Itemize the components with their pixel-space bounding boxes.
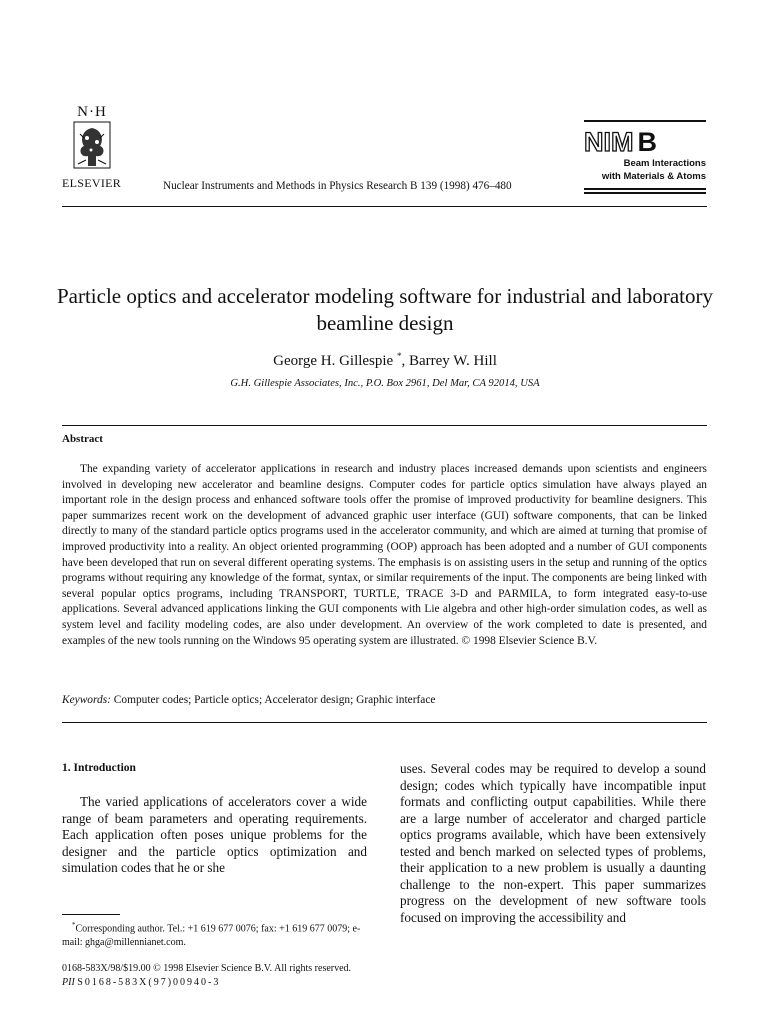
affiliation: G.H. Gillespie Associates, Inc., P.O. Box 2961, Del Mar, CA 92014, USA bbox=[230, 378, 540, 389]
logo-subtitle-1: Beam Interactions bbox=[623, 158, 706, 169]
elsevier-tree-icon bbox=[72, 120, 112, 172]
section-heading: 1. Introduction bbox=[62, 762, 136, 774]
authors bbox=[40, 351, 730, 370]
elsevier-logo bbox=[62, 104, 126, 191]
logo-subtitle-2: with Materials & Atoms bbox=[601, 171, 706, 182]
pii-code: S0168-583X(97)00940-3 bbox=[77, 977, 221, 988]
footer bbox=[62, 962, 351, 990]
author-mark: * bbox=[396, 351, 402, 361]
pii-line bbox=[62, 976, 351, 990]
publisher-mark: N·H bbox=[77, 104, 107, 120]
logo-rule-bottom bbox=[584, 188, 706, 190]
author-2: , Barrey W. Hill bbox=[401, 353, 497, 369]
abstract-top-rule bbox=[62, 425, 707, 426]
footnote-mark: * bbox=[72, 921, 76, 929]
abstract-bottom-rule bbox=[62, 722, 707, 723]
footnote bbox=[62, 918, 368, 950]
abstract-heading: Abstract bbox=[62, 433, 103, 445]
author-1: George H. Gillespie bbox=[273, 353, 394, 369]
logo-bottom-rules bbox=[584, 188, 706, 194]
abstract-body: The expanding variety of accelerator applications in research and industry places increased demands upon scientists and engineers involved in developing new accelerator and beamline designs. Computer codes for particle optics simulation have always played an important role in the design process and enhanced software tools offer the promise of improved productivity for beamline designers. This paper summarizes recent work on the development of advanced graphic user interface (GUI) software components, that can be linked directly to many of the standard particle optics programs used in the accelerator community, and which are aimed at turning that promise of improved productivity into a reality. An object oriented programming (OOP) approach has been adopted and a number of GUI components have been developed that run on several different operating systems. The emphasis is on assisting users in the setup and running of the optics programs without requiring any knowledge of the format, syntax, or similar requirements of the input. The components are being linked with several popular optics programs, including TRANSPORT, TURTLE, TRACE 3-D and PARMILA, to form integrated easy-to-use applications. Several advanced applications linking the GUI components with Lie algebra and other high-order simulation codes, as well as system level and facility modeling codes, are also under development. An overview of the work completed to date is presented, and examples of the new tools running on the Windows 95 operating system are illustrated. © 1998 Elsevier Science B.V. bbox=[62, 463, 707, 647]
logo-b: B bbox=[637, 127, 657, 157]
header-rule bbox=[62, 206, 707, 207]
footnote-rule bbox=[62, 914, 120, 915]
keywords-list: Computer codes; Particle optics; Accelerator design; Graphic interface bbox=[113, 694, 436, 706]
keywords-label: Keywords: bbox=[62, 694, 111, 706]
intro-left-column: The varied applications of accelerators cover a wide range of beam parameters and operating requirements. Each application often poses unique problems for the designer and the particle optics optimization and simulation codes that he or she bbox=[62, 794, 367, 875]
footnote-text: Corresponding author. Tel.: +1 619 677 0076; fax: +1 619 677 0079; e-mail: ghga@millennianet.com. bbox=[62, 923, 361, 949]
pii-label: PII bbox=[62, 977, 75, 988]
publisher-name: ELSEVIER bbox=[62, 176, 122, 190]
journal-citation: Nuclear Instruments and Methods in Physics Research B 139 (1998) 476–480 bbox=[163, 180, 512, 192]
article-title: Particle optics and accelerator modeling software for industrial and laboratory beamline design bbox=[56, 284, 713, 335]
logo-title bbox=[584, 126, 706, 156]
intro-right-column: uses. Several codes may be required to develop a sound design; codes which typically have incompatible input formats and conflicting output capabilities. While there are a large number of accelerator and charged particle optics programs available, which have been extensively tested and bench marked on selected types of problems, their application to a new problem is usually a daunting challenge to the non-expert. This paper summarizes progress on the development of new software tools focused on improving the accessibility and bbox=[400, 761, 706, 925]
logo-nim: NIM bbox=[584, 127, 634, 157]
keywords bbox=[62, 694, 707, 706]
copyright-line: 0168-583X/98/$19.00 © 1998 Elsevier Science B.V. All rights reserved. bbox=[62, 963, 352, 974]
journal-logo bbox=[584, 120, 706, 194]
logo-rule-bottom-thin bbox=[584, 192, 706, 194]
logo-rule bbox=[584, 120, 706, 122]
